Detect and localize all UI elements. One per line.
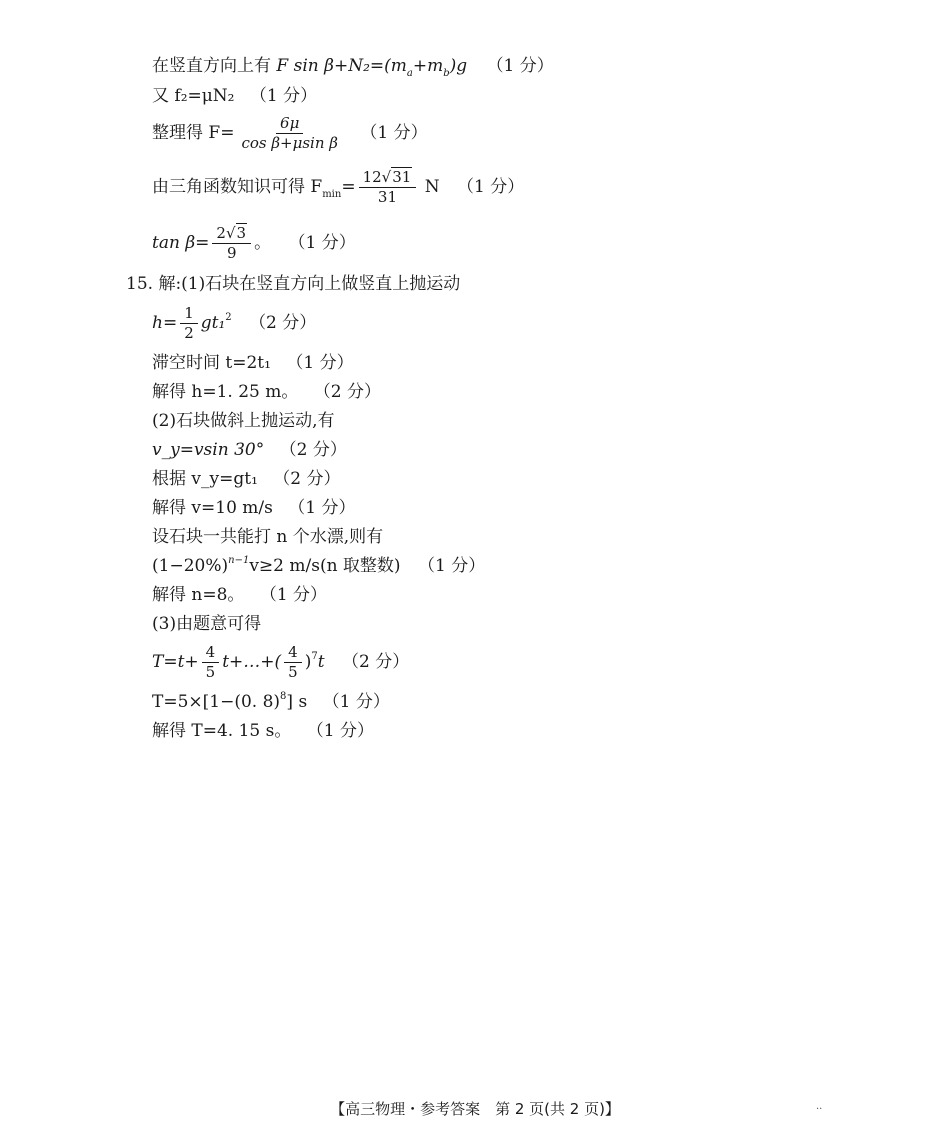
text: T=t+: [152, 652, 199, 672]
score-label: （2 分）: [341, 652, 410, 672]
text: T=5×[1−(0. 8): [152, 692, 281, 712]
text: N: [419, 177, 440, 197]
text: 解得 v=10 m/s: [152, 498, 273, 518]
numerator: 1: [180, 306, 198, 324]
score-label: （1 分）: [457, 177, 525, 197]
text: gt₁: [200, 313, 226, 333]
fraction: [180, 306, 198, 341]
score-label: （1 分）: [306, 721, 375, 741]
score-label: （1 分）: [322, 692, 390, 712]
text: )g: [449, 56, 468, 76]
equation-friction: [152, 88, 317, 105]
text: +m: [412, 56, 444, 76]
score-label: （2 分）: [313, 382, 382, 402]
text: 整理得 F=: [152, 123, 235, 143]
text: F sin β+N₂=(m: [271, 56, 407, 76]
score-label: （1 分）: [286, 353, 354, 373]
text: 滞空时间 t=2t₁: [152, 353, 271, 373]
skip-count-statement: 设石块一共能打 n 个水漂,则有: [152, 527, 384, 547]
equation-height: [152, 306, 316, 341]
equation-force-min: [152, 170, 524, 205]
numerator: 6μ: [276, 116, 303, 134]
question-15-title: 15. 解:(1)石块在竖直方向上做竖直上抛运动: [126, 274, 461, 294]
text: h=: [152, 313, 178, 333]
score-label: （2 分）: [273, 469, 341, 489]
numerator: 12: [362, 168, 382, 186]
fraction: [237, 116, 341, 151]
subscript: a: [406, 68, 413, 79]
text: 。: [254, 233, 272, 253]
score-label: （1 分）: [288, 233, 356, 253]
text: v≥2 m/s(n 取整数): [249, 556, 401, 576]
equation-air-time: [152, 355, 354, 372]
text: v_y=vsin 30°: [152, 440, 265, 460]
text: 解得 T=4. 15 s。: [152, 721, 292, 741]
inequality-skips: [152, 555, 486, 576]
score-label: （1 分）: [249, 86, 318, 106]
equation-force-expression: [152, 116, 428, 151]
text: tan β=: [152, 233, 210, 253]
equation-tan-beta: [152, 226, 356, 261]
text: 解得 n=8。: [152, 585, 245, 605]
text: ] s: [286, 692, 308, 712]
superscript: 2: [225, 312, 232, 323]
score-label: （1 分）: [288, 498, 356, 518]
fraction: $\frac{2√3}{9}$: [212, 226, 251, 261]
fraction: [284, 645, 302, 680]
corner-mark: ··: [816, 1104, 823, 1115]
denominator: cos β+μsin β: [241, 134, 338, 152]
score-label: （1 分）: [417, 556, 486, 576]
result-velocity: [152, 500, 356, 517]
denominator: 5: [288, 663, 298, 681]
subscript: min: [322, 189, 342, 200]
text: 又 f₂=μN₂: [152, 86, 235, 106]
text: 由三角函数知识可得 F: [152, 177, 323, 197]
text: ): [304, 652, 312, 672]
numerator: 4: [284, 645, 302, 663]
result-total-time: [152, 723, 374, 740]
numerator: 4: [202, 645, 220, 663]
equation-vy: [152, 442, 347, 459]
equation-vy-gt: [152, 471, 341, 488]
result-n: [152, 587, 327, 604]
denominator: 31: [377, 188, 397, 206]
fraction: [202, 645, 220, 680]
text: (1−20%): [152, 556, 229, 576]
superscript: 7: [311, 651, 318, 662]
equation-total-time-series: [152, 645, 409, 680]
score-label: （2 分）: [279, 440, 347, 460]
text: 解得 h=1. 25 m。: [152, 382, 299, 402]
superscript: 8: [280, 691, 287, 702]
denominator: 2: [184, 324, 194, 342]
radicand: 3: [236, 224, 247, 242]
text: 根据 v_y=gt₁: [152, 469, 258, 489]
text: t+…+(: [222, 652, 282, 672]
part-2-heading: (2)石块做斜上抛运动,有: [152, 411, 335, 431]
text: t: [317, 652, 325, 672]
part-3-heading: (3)由题意可得: [152, 614, 262, 634]
score-label: （1 分）: [486, 56, 554, 76]
equation-total-time-sum: [152, 691, 390, 712]
score-label: （1 分）: [259, 585, 328, 605]
result-height: [152, 384, 381, 401]
subscript: b: [443, 68, 450, 79]
text: =: [341, 177, 356, 197]
equation-vertical-balance: [152, 56, 554, 79]
superscript: n−1: [228, 555, 250, 566]
numerator: 2: [216, 224, 226, 242]
text: 在竖直方向上有: [152, 56, 271, 76]
score-label: （2 分）: [249, 313, 317, 333]
page-footer: 【高三物理・参考答案 第 2 页(共 2 页)】: [330, 1100, 620, 1118]
radicand: 31: [392, 168, 412, 186]
score-label: （1 分）: [360, 123, 428, 143]
fraction: $\frac{12√31}{31}$: [359, 170, 417, 205]
denominator: 9: [226, 244, 237, 262]
denominator: 5: [205, 663, 216, 681]
